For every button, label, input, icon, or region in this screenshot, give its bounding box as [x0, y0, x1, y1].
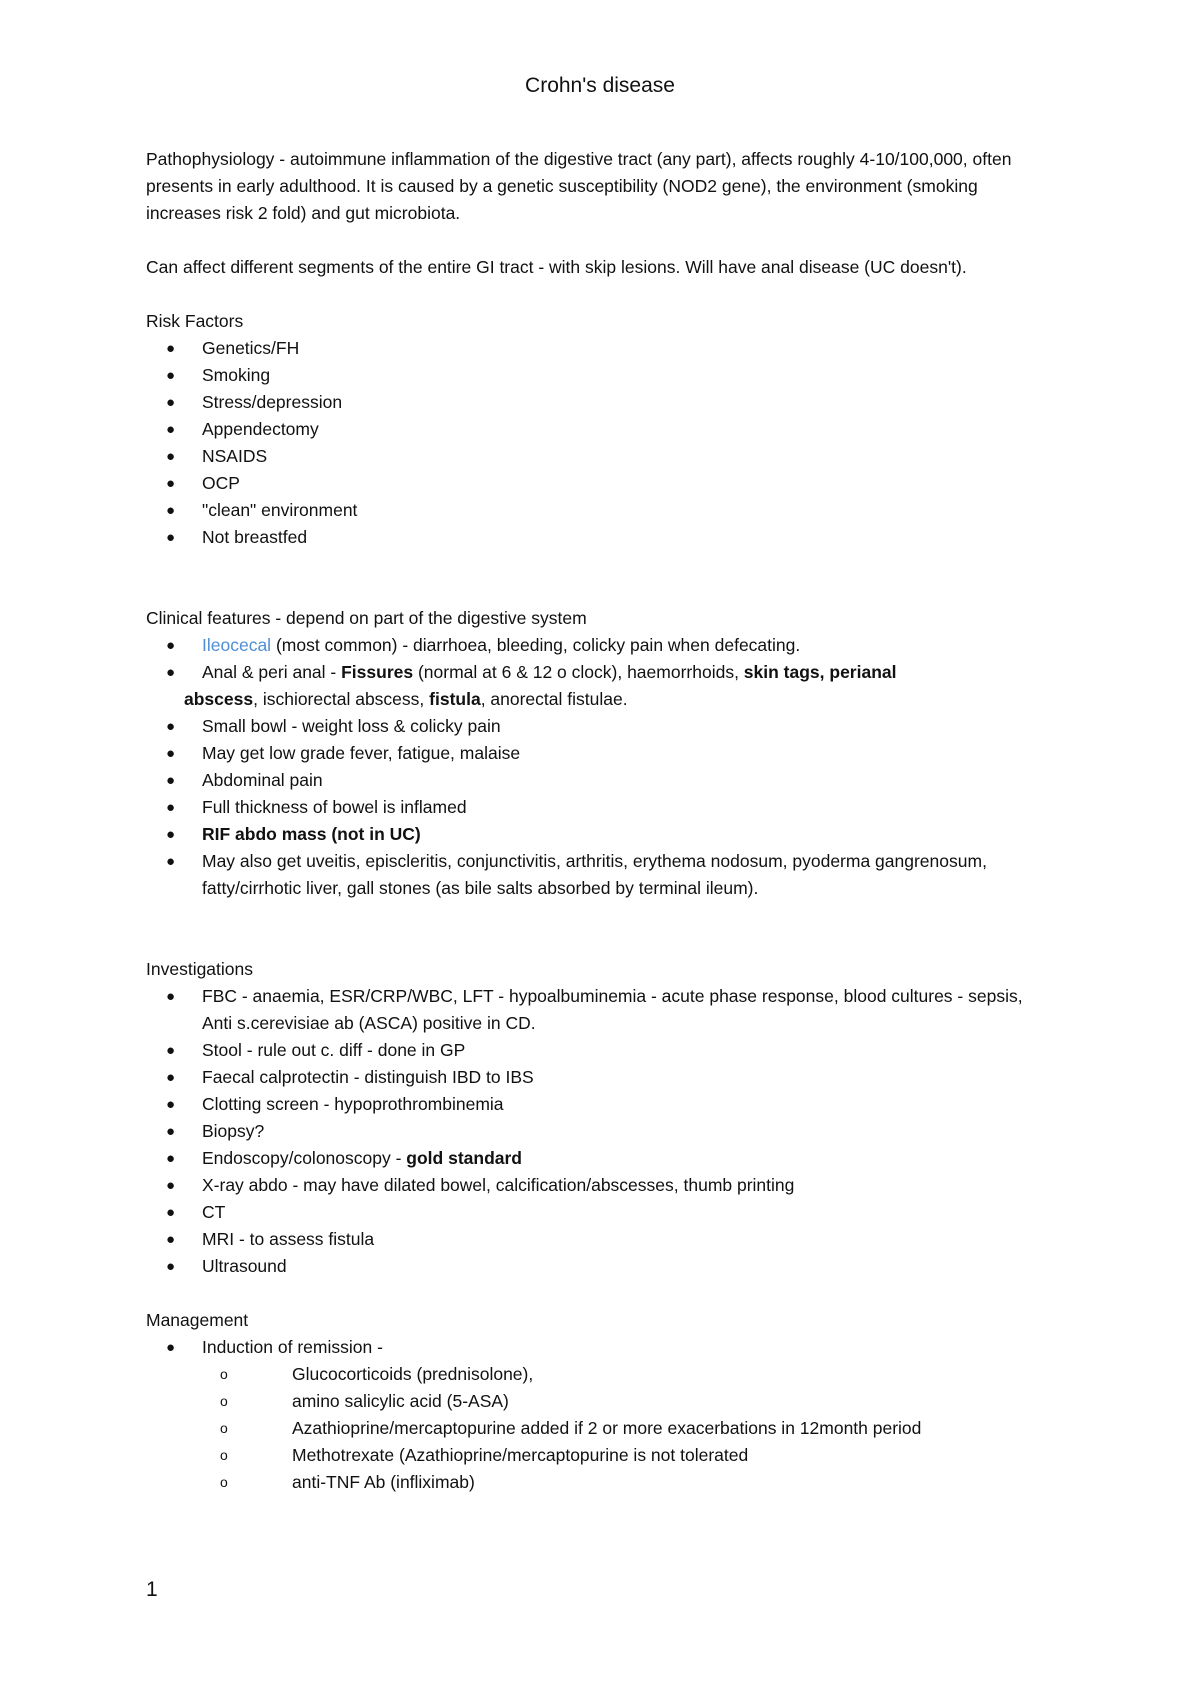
bullet-icon: ●	[166, 1339, 176, 1356]
circle-bullet-icon: o	[220, 1366, 228, 1382]
list-item: ● Biopsy?	[146, 1118, 1046, 1145]
bullet-icon: ●	[166, 637, 176, 654]
circle-bullet-icon: o	[220, 1447, 228, 1463]
bullet-icon: ●	[166, 1096, 176, 1113]
clinical-features-list	[146, 632, 1046, 902]
sub-list-item: o Methotrexate (Azathioprine/mercaptopurine is not tolerated	[146, 1442, 1046, 1469]
page-number: 1	[146, 1578, 158, 1601]
list-item: ● Ultrasound	[146, 1253, 1046, 1280]
bullet-icon: ●	[166, 1204, 176, 1221]
intro-paragraph-2: Can affect different segments of the entire GI tract - with skip lesions. Will have anal disease (UC doesn't).	[146, 257, 967, 277]
list-item: ● X-ray abdo - may have dilated bowel, calcification/abscesses, thumb printing	[146, 1172, 1046, 1199]
bullet-icon: ●	[166, 1258, 176, 1275]
list-item: ● May get low grade fever, fatigue, malaise	[146, 740, 1046, 767]
sub-list-item: o amino salicylic acid (5-ASA)	[146, 1388, 1046, 1415]
sub-list-item: o anti-TNF Ab (infliximab)	[146, 1469, 1046, 1496]
list-item: ● RIF abdo mass (not in UC)	[146, 821, 1046, 848]
document-body	[146, 146, 1046, 1496]
list-item: ● Anal & peri anal - Fissures (normal at 6 & 12 o clock), haemorrhoids, skin tags, perianal abscess, ischiorectal abscess, fistula, anorectal fistulae.	[146, 659, 1046, 713]
list-item: ● OCP	[146, 470, 1046, 497]
list-item: ● Not breastfed	[146, 524, 1046, 551]
list-item: ● MRI - to assess fistula	[146, 1226, 1046, 1253]
management-heading: Management	[146, 1310, 249, 1330]
bullet-icon: ●	[166, 529, 176, 546]
list-item: ● Stool - rule out c. diff - done in GP	[146, 1037, 1046, 1064]
list-item: ● NSAIDS	[146, 443, 1046, 470]
list-item: ● May also get uveitis, episcleritis, conjunctivitis, arthritis, erythema nodosum, pyoderma gangrenosum, fatty/cirrhotic liver, gall stones (as bile salts absorbed by terminal ileum).	[146, 848, 1046, 902]
management-list	[146, 1334, 1046, 1361]
bullet-icon: ●	[166, 394, 176, 411]
bullet-icon: ●	[166, 799, 176, 816]
bullet-icon: ●	[166, 1069, 176, 1086]
circle-bullet-icon: o	[220, 1420, 228, 1436]
intro-paragraph-1: Pathophysiology - autoimmune inflammation of the digestive tract (any part), affects roughly 4-10/100,000, often presents in early adulthood. It is caused by a genetic susceptibility (NOD2 gene), the environment (smoking increases risk 2 fold) and gut microbiota.	[146, 149, 1012, 223]
list-item: ● Stress/depression	[146, 389, 1046, 416]
bullet-icon: ●	[166, 1150, 176, 1167]
list-item: ● Full thickness of bowel is inflamed	[146, 794, 1046, 821]
bullet-icon: ●	[166, 745, 176, 762]
risk-factors-heading: Risk Factors	[146, 311, 244, 331]
bullet-icon: ●	[166, 1177, 176, 1194]
investigations-list	[146, 983, 1046, 1280]
bullet-icon: ●	[166, 448, 176, 465]
risk-factors-list	[146, 335, 1046, 551]
bullet-icon: ●	[166, 502, 176, 519]
circle-bullet-icon: o	[220, 1474, 228, 1490]
list-item: ● Induction of remission -	[146, 1334, 1046, 1361]
clinical-features-heading: Clinical features - depend on part of the digestive system	[146, 608, 587, 628]
bullet-icon: ●	[166, 772, 176, 789]
list-item: ● Endoscopy/colonoscopy - gold standard	[146, 1145, 1046, 1172]
bullet-icon: ●	[166, 1042, 176, 1059]
list-item: ● CT	[146, 1199, 1046, 1226]
list-item: ● Abdominal pain	[146, 767, 1046, 794]
bullet-icon: ●	[166, 367, 176, 384]
list-item: ● "clean" environment	[146, 497, 1046, 524]
bullet-icon: ●	[166, 988, 176, 1005]
bullet-icon: ●	[166, 853, 176, 870]
list-item: ● FBC - anaemia, ESR/CRP/WBC, LFT - hypoalbuminemia - acute phase response, blood cultures - sepsis, Anti s.cerevisiae ab (ASCA) positive in CD.	[146, 983, 1046, 1037]
bullet-icon: ●	[166, 718, 176, 735]
list-item: ● Ileocecal (most common) - diarrhoea, bleeding, colicky pain when defecating.	[146, 632, 1046, 659]
bullet-icon: ●	[166, 475, 176, 492]
management-sublist	[146, 1361, 1046, 1496]
list-item: ● Appendectomy	[146, 416, 1046, 443]
page-title: Crohn's disease	[525, 74, 675, 97]
bullet-icon: ●	[166, 1231, 176, 1248]
list-item: ● Smoking	[146, 362, 1046, 389]
bullet-icon: ●	[166, 340, 176, 357]
bullet-icon: ●	[166, 826, 176, 843]
sub-list-item: o Glucocorticoids (prednisolone),	[146, 1361, 1046, 1388]
bullet-icon: ●	[166, 664, 176, 681]
list-item: ● Small bowl - weight loss & colicky pain	[146, 713, 1046, 740]
bullet-icon: ●	[166, 1123, 176, 1140]
highlight-term: Ileocecal	[202, 635, 272, 655]
bullet-icon: ●	[166, 421, 176, 438]
list-item: ● Genetics/FH	[146, 335, 1046, 362]
investigations-heading: Investigations	[146, 959, 254, 979]
list-item: ● Faecal calprotectin - distinguish IBD to IBS	[146, 1064, 1046, 1091]
list-item: ● Clotting screen - hypoprothrombinemia	[146, 1091, 1046, 1118]
circle-bullet-icon: o	[220, 1393, 228, 1409]
sub-list-item: o Azathioprine/mercaptopurine added if 2 or more exacerbations in 12month period	[146, 1415, 1046, 1442]
